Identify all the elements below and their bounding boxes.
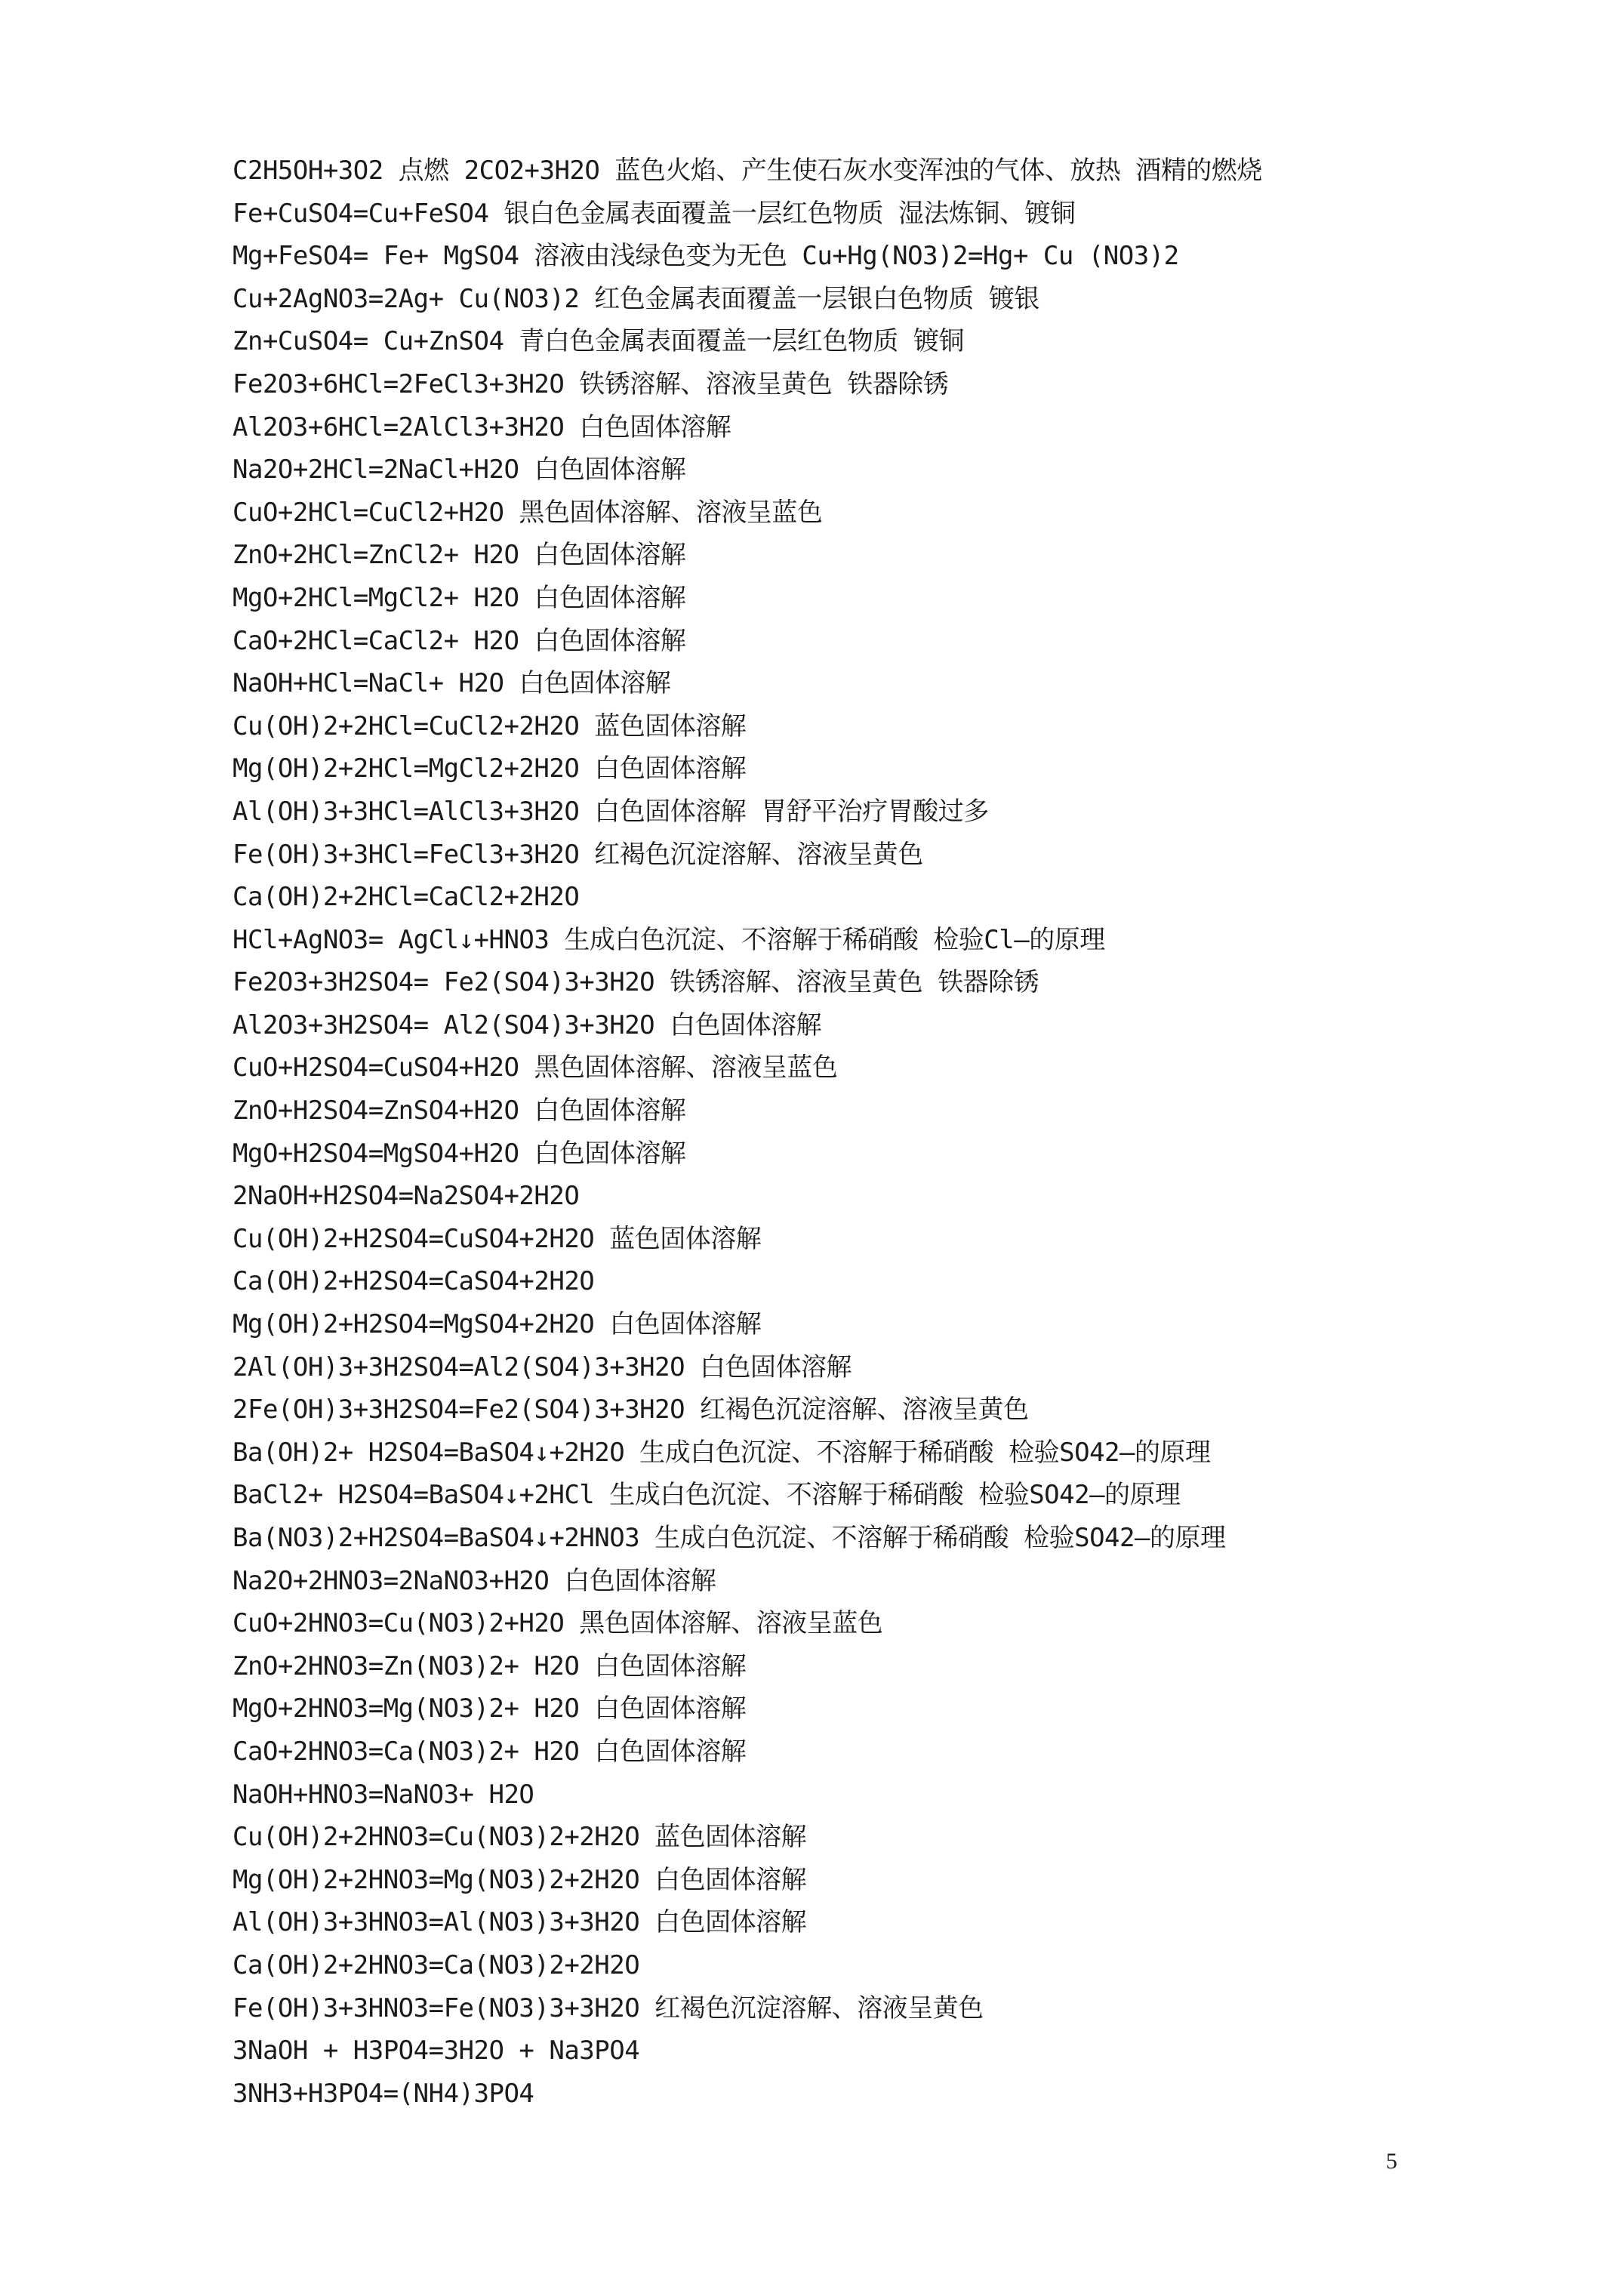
equation-line: ZnO+2HNO3=Zn(NO3)2+ H2O 白色固体溶解 xyxy=(233,1650,747,1681)
equation-line: MgO+2HNO3=Mg(NO3)2+ H2O 白色固体溶解 xyxy=(233,1693,747,1724)
equation-line: ZnO+2HCl=ZnCl2+ H2O 白色固体溶解 xyxy=(233,540,686,571)
equation-line: CaO+2HNO3=Ca(NO3)2+ H2O 白色固体溶解 xyxy=(233,1736,747,1767)
equation-line: Cu(OH)2+2HNO3=Cu(NO3)2+2H2O 蓝色固体溶解 xyxy=(233,1822,807,1853)
equation-line: Al2O3+6HCl=2AlCl3+3H2O 白色固体溶解 xyxy=(233,411,731,442)
equation-line: 3NaOH + H3PO4=3H2O + Na3PO4 xyxy=(233,2036,640,2066)
equation-line: Cu+2AgNO3=2Ag+ Cu(NO3)2 红色金属表面覆盖一层银白色物质 镀银 xyxy=(233,283,1039,314)
equation-line: Na2O+2HNO3=2NaNO3+H2O 白色固体溶解 xyxy=(233,1565,716,1596)
equation-line: Cu(OH)2+H2SO4=CuSO4+2H2O 蓝色固体溶解 xyxy=(233,1223,762,1254)
equation-line: Mg(OH)2+H2SO4=MgSO4+2H2O 白色固体溶解 xyxy=(233,1309,762,1340)
equation-line: Mg(OH)2+2HNO3=Mg(NO3)2+2H2O 白色固体溶解 xyxy=(233,1864,807,1895)
equation-line: HCl+AgNO3= AgCl↓+HNO3 生成白色沉淀、不溶解于稀硝酸 检验Cl—的原理 xyxy=(233,924,1105,955)
equation-line: MgO+2HCl=MgCl2+ H2O 白色固体溶解 xyxy=(233,582,686,613)
equation-line: Al(OH)3+3HNO3=Al(NO3)3+3H2O 白色固体溶解 xyxy=(233,1907,807,1938)
equation-list xyxy=(233,149,1591,2115)
equation-line: 2Al(OH)3+3H2SO4=Al2(SO4)3+3H2O 白色固体溶解 xyxy=(233,1351,852,1382)
equation-line: BaCl2+ H2SO4=BaSO4↓+2HCl 生成白色沉淀、不溶解于稀硝酸 检验SO42—的原理 xyxy=(233,1480,1181,1511)
equation-line: MgO+H2SO4=MgSO4+H2O 白色固体溶解 xyxy=(233,1138,686,1169)
equation-line: Ba(OH)2+ H2SO4=BaSO4↓+2H2O 生成白色沉淀、不溶解于稀硝酸 检验SO42—的原理 xyxy=(233,1437,1211,1468)
equation-line: NaOH+HCl=NaCl+ H2O 白色固体溶解 xyxy=(233,668,671,699)
equation-line: Fe2O3+6HCl=2FeCl3+3H2O 铁锈溶解、溶液呈黄色 铁器除锈 xyxy=(233,368,949,399)
equation-line: 2Fe(OH)3+3H2SO4=Fe2(SO4)3+3H2O 红褐色沉淀溶解、溶液呈黄色 xyxy=(233,1395,1029,1425)
equation-line: C2H5OH+3O2 点燃 2CO2+3H2O 蓝色火焰、产生使石灰水变浑浊的气体、放热 酒精的燃烧 xyxy=(233,156,1262,186)
equation-line: Fe2O3+3H2SO4= Fe2(SO4)3+3H2O 铁锈溶解、溶液呈黄色 铁器除锈 xyxy=(233,967,1039,998)
equation-line: Fe(OH)3+3HNO3=Fe(NO3)3+3H2O 红褐色沉淀溶解、溶液呈黄色 xyxy=(233,1992,984,2023)
page-number: 5 xyxy=(1386,2149,1397,2174)
equation-line: Ca(OH)2+H2SO4=CaSO4+2H2O xyxy=(233,1266,595,1297)
equation-line: CuO+2HNO3=Cu(NO3)2+H2O 黑色固体溶解、溶液呈蓝色 xyxy=(233,1608,883,1639)
equation-line: Al(OH)3+3HCl=AlCl3+3H2O 白色固体溶解 胃舒平治疗胃酸过多 xyxy=(233,796,989,827)
equation-line: Fe+CuSO4=Cu+FeSO4 银白色金属表面覆盖一层红色物质 湿法炼铜、镀铜 xyxy=(233,198,1076,229)
equation-line: Zn+CuSO4= Cu+ZnSO4 青白色金属表面覆盖一层红色物质 镀铜 xyxy=(233,326,964,357)
equation-line: Al2O3+3H2SO4= Al2(SO4)3+3H2O 白色固体溶解 xyxy=(233,1009,822,1040)
equation-line: 2NaOH+H2SO4=Na2SO4+2H2O xyxy=(233,1181,580,1212)
equation-line: 3NH3+H3PO4=(NH4)3PO4 xyxy=(233,2078,534,2109)
equation-line: Fe(OH)3+3HCl=FeCl3+3H2O 红褐色沉淀溶解、溶液呈黄色 xyxy=(233,839,923,870)
equation-line: Ba(NO3)2+H2SO4=BaSO4↓+2HNO3 生成白色沉淀、不溶解于稀硝酸 检验SO42—的原理 xyxy=(233,1523,1226,1553)
equation-line: ZnO+H2SO4=ZnSO4+H2O 白色固体溶解 xyxy=(233,1096,686,1126)
equation-line: Mg(OH)2+2HCl=MgCl2+2H2O 白色固体溶解 xyxy=(233,754,747,784)
equation-line: CaO+2HCl=CaCl2+ H2O 白色固体溶解 xyxy=(233,625,686,656)
equation-line: Ca(OH)2+2HNO3=Ca(NO3)2+2H2O xyxy=(233,1949,640,1980)
equation-line: CuO+2HCl=CuCl2+H2O 黑色固体溶解、溶液呈蓝色 xyxy=(233,497,823,528)
equation-line: Na2O+2HCl=2NaCl+H2O 白色固体溶解 xyxy=(233,455,686,485)
equation-line: Cu(OH)2+2HCl=CuCl2+2H2O 蓝色固体溶解 xyxy=(233,710,747,741)
equation-line: CuO+H2SO4=CuSO4+H2O 黑色固体溶解、溶液呈蓝色 xyxy=(233,1052,838,1083)
equation-line: NaOH+HNO3=NaNO3+ H2O xyxy=(233,1779,534,1810)
equation-line: Mg+FeSO4= Fe+ MgSO4 溶液由浅绿色变为无色 Cu+Hg(NO3)2=Hg+ Cu (NO3)2 xyxy=(233,241,1179,272)
equation-line: Ca(OH)2+2HCl=CaCl2+2H2O xyxy=(233,882,580,913)
